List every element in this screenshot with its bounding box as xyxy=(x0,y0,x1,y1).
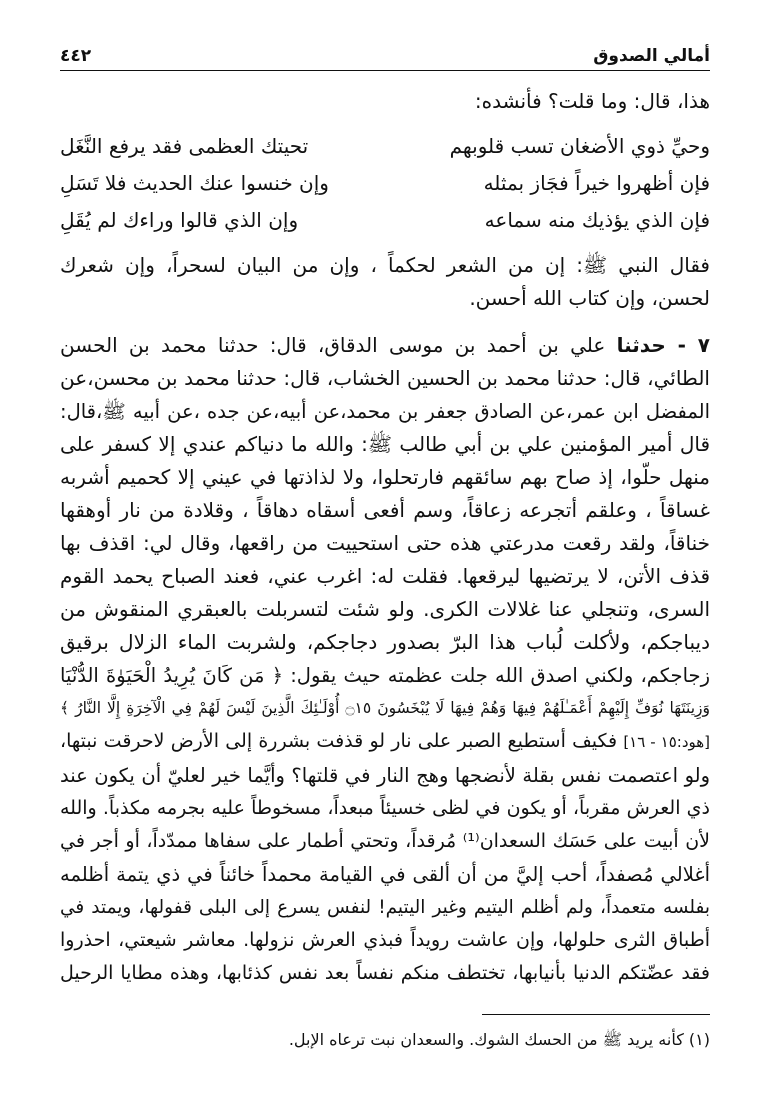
intro-line: هذا، قال: وما قلت؟ فأنشده: xyxy=(474,89,710,113)
footnote: (١) كأنه يريد ﷺ من الحسك الشوك. والسعدان نبت ترعاه الإبل. xyxy=(288,1030,710,1049)
text-line: المفضل ابن عمر،عن الصادق جعفر بن محمد،عن أبيه،عن جده ،عن أبيه ﷺ،قال: xyxy=(60,400,710,423)
verse-first-hemistich: وحيِّ ذوي الأضغان تسب قلوبهم xyxy=(449,134,710,158)
footnote-separator xyxy=(482,1014,710,1015)
text-line: فقد عضّتكم الدنيا بأنيابها، تختطف منكم نفساً بعد نفس كذئابها، وهذه مطايا الرحيل xyxy=(60,962,710,984)
hadith-number: ٧ - حدثنا xyxy=(616,333,710,357)
text-line: أغلالي مُصفداً، أحب إليَّ من أن ألقى في القيامة محمداً خائناً في ذي يتمة أظلمه xyxy=(60,863,710,886)
text-line xyxy=(60,329,710,362)
text-line: السرى، وتنجلي عنا غلالات الكرى. ولو شئت لتسربلت بالعبقري المنقوش من xyxy=(60,597,710,621)
text-line: منهل حلّوا، إذ صاح بهم سائقهم فارتحلوا، ولا لذاذتها في عيني إلا كحميم أشربه xyxy=(60,465,710,489)
text-line: قال أمير المؤمنين علي بن أبي طالب ﷺ: والله ما دنياكم عندي إلا كسفر على xyxy=(60,432,710,456)
book-title: أمالي الصدوق xyxy=(593,46,710,66)
text-line: خناقاً، ولقد رقعت مدرعتي هذه حتى استحييت من راقعها، وقال لي: اقذف بها xyxy=(60,531,710,555)
text-line: زجاجكم، ولكني اصدق الله جلت عظمته حيث يقول: ﴿ مَن كَانَ يُرِيدُ الْحَيَوٰةَ الدُّنْيَا xyxy=(60,664,710,687)
prophet-saying xyxy=(60,249,710,315)
text-line: قذف الأتن، لا يرتضيها ليرقعها. فقلت له: اغرب عني، فعند الصباح يحمد القوم xyxy=(60,564,710,588)
hadith-text: علي بن أحمد بن موسى الدقاق، قال: حدثنا محمد بن الحسن xyxy=(60,333,606,357)
text-line: بفلسه متعمداً، ولم أظلم اليتيم وغير اليتيم! لنفس يسرع إلى البلى قفولها، ويمتد في xyxy=(60,897,710,918)
text-line: ولو اعتصمت نفس بقلة لأنضجها وهج النار في قلتها؟ وأيَّما خير لعليّ أن يكون عند xyxy=(60,764,710,787)
text-line: ذي العرش مقرباً، أو يكون في لظى خسيئاً مبعداً، مسخوطاً عليه بجرمه مكذباً. والله xyxy=(60,797,710,819)
text-line: ديباجكم، ولأكلت لُباب هذا البرّ بصدور دجاجكم، ولشربت الماء الزلال برقيق xyxy=(60,630,710,654)
poem-verse xyxy=(60,165,710,202)
verse-second-hemistich: وإن الذي قالوا وراءك لم يُقَلِ xyxy=(60,208,299,232)
verse-first-hemistich: فإن الذي يؤذيك منه سماعه xyxy=(484,208,710,232)
text-line: فقال النبي ﷺ: إن من الشعر لحكماً ، وإن من البيان لسحراً، وإن شعرك xyxy=(60,253,710,277)
book-page xyxy=(60,40,710,1053)
verse-second-hemistich: وإن خنسوا عنك الحديث فلا تَسَلِ xyxy=(60,171,329,195)
page-header xyxy=(60,40,710,71)
text-line: غساقاً ، وعلقم أتجرعه زعاقاً، وسم أفعى أسقاه دهاقاً ، وقلادة من نار أوهقها xyxy=(60,498,710,522)
hadith-text: فكيف أستطيع الصبر على نار لو قذفت بشررة إلى الأرض لاحرقت نبتها، xyxy=(60,730,618,752)
verse-second-hemistich: تحيتك العظمى فقد يرفع النَّغَل xyxy=(60,134,309,158)
poem-verse xyxy=(60,202,710,239)
hadith-paragraph xyxy=(60,329,710,990)
text-line: لحسن، وإن كتاب الله أحسن. xyxy=(469,286,710,310)
poem-verse xyxy=(60,128,710,165)
verse-first-hemistich: فإن أظهروا خيراً فجَاز بمثله xyxy=(483,171,710,195)
page-number: ٤٤٢ xyxy=(60,46,92,66)
text-line xyxy=(60,725,710,759)
text-line: الطائي، قال: حدثنا محمد بن الحسين الخشاب، قال: حدثنا محمد بن محسن،عن xyxy=(60,366,710,390)
quran-verse-line: وَزِينَتَهَا نُوَفِّ إِلَيْهِمْ أَعْمَـٰلَهُمْ فِيهَا وَهُمْ فِيهَا لَا يُبْخَسُونَ ۝١٥ أُوْلَـٰئِكَ الَّذِينَ لَيْسَ لَهُمْ فِي الْآخِرَةِ إِلَّا النَّارُ ﴾ xyxy=(60,699,710,717)
text-line: أطباق الثرى حلولها، وإن عاشت رويداً فبذي العرش نزولها. معاشر شيعتي، احذروا xyxy=(60,929,710,951)
poem xyxy=(60,128,710,239)
quran-reference: [هود:١٥ - ١٦] xyxy=(623,733,711,751)
text-line: لأن أبيت على حَسَك السعدان⁽¹⁾ مُرقداً، وتحتي أطمار على سفاها ممدّداً، أو أجر في xyxy=(60,830,710,852)
